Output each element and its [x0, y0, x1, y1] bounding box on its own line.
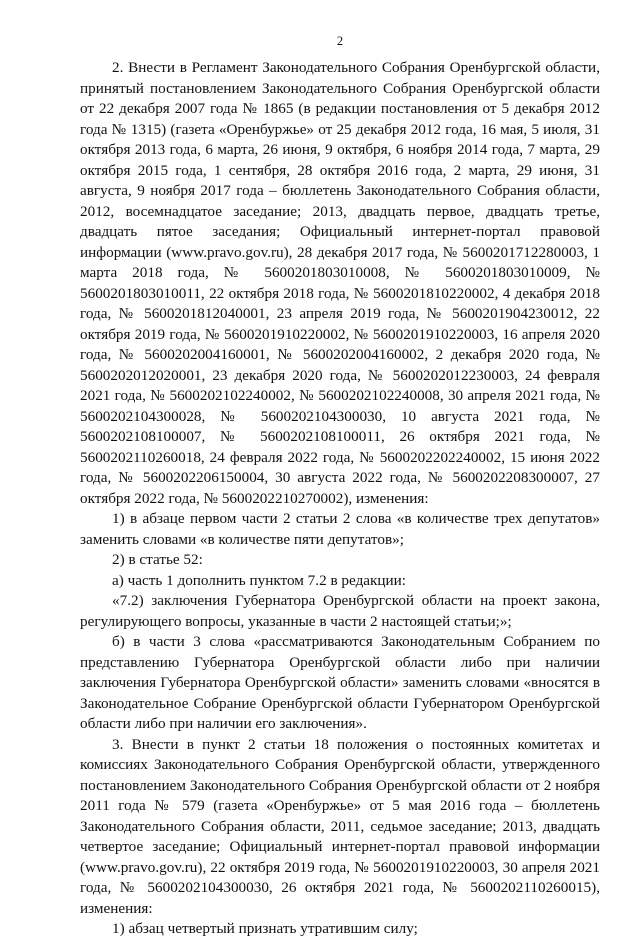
paragraph-subitem-2a: а) часть 1 дополнить пунктом 7.2 в редакции:	[112, 571, 407, 589]
paragraph-subitem-3-1: 1) абзац четвертый признать утратившим силу;	[112, 920, 418, 937]
paragraph-item-3-amend-committees: 3. Внести в пункт 2 статьи 18 положения о постоянных комитетах и комиссиях Законодательного Собрания Оренбургской области, утвержденного постановлением Законодательного Собрания Оренбургской области от 2 ноября 2011 года № 579 (газета «Оренбуржье» от 5 мая 2016 года – бюллетень Законодательного Собрания области, 2011, седьмое заседание; 2013, двадцать четвертое заседание; Официальный интернет-портал правовой информации (www.pravo.gov.ru), 22 октября 2019 года, № 5600201910220003, 30 апреля 2021 года, № 5600202104300030, 26 октября 2021 года, № 5600202110260015), изменения:	[80, 735, 600, 917]
page-number: 2	[336, 34, 344, 48]
paragraph-subitem-2: 2) в статье 52:	[112, 551, 203, 568]
paragraph-subitem-1: 1) в абзаце первом части 2 статьи 2 слова «в количестве трех депутатов» заменить словами «в количестве пяти депутатов»;	[80, 510, 600, 548]
paragraph-quote-7-2: «7.2) заключения Губернатора Оренбургской области на проект закона, регулирующего вопросы, указанные в части 2 настоящей статьи;»;	[80, 592, 600, 630]
document-body	[80, 58, 600, 940]
paragraph-item-2-amend-regulation: 2. Внести в Регламент Законодательного Собрания Оренбургской области, принятый постановлением Законодательного Собрания Оренбургской области от 22 декабря 2007 года № 1865 (в редакции постановления от 5 декабря 2012 года № 1315) (газета «Оренбуржье» от 25 декабря 2012 года, 16 мая, 5 июля, 31 октября 2013 года, 6 марта, 26 июня, 9 октября, 6 ноября 2014 года, 7 марта, 29 октября 2015 года, 1 сентября, 28 октября 2016 года, 2 марта, 29 июня, 31 августа, 9 ноября 2017 года – бюллетень Законодательного Собрания области, 2012, восемнадцатое заседание; 2013, двадцать первое, двадцать третье, двадцать пятое заседания; Официальный интернет-портал правовой информации (www.pravo.gov.ru), 28 декабря 2017 года, № 5600201712280003, 1 марта 2018 года, № 5600201803010008, № 5600201803010009, № 5600201803010011, 22 октября 2018 года, № 5600201810220002, 4 декабря 2018 года, № 5600201812040001, 23 апреля 2019 года, № 5600201904230012, 22 октября 2019 года, № 5600201910220002, № 5600201910220003, 16 апреля 2020 года, № 5600202004160001, № 5600202004160002, 2 декабря 2020 года, № 5600202012020001, 23 декабря 2020 года, № 5600202012230003, 24 февраля 2021 года, № 5600202102240002, № 5600202102240008, 30 апреля 2021 года, № 5600202104300028, № 5600202104300030, 10 августа 2021 года, № 5600202108100007, № 5600202108100011, 26 октября 2021 года, № 5600202110260018, 24 февраля 2022 года, № 5600202202240002, 15 июня 2022 года, № 5600202206150004, 30 августа 2022 года, № 5600202208300007, 27 октября 2022 года, № 5600202210270002), изменения:	[80, 59, 600, 507]
paragraph-subitem-2b: б) в части 3 слова «рассматриваются Законодательным Собранием по представлению Губернатора Оренбургской области либо при наличии заключения Губернатора Оренбургской области» заменить словами «вносятся в Законодательное Собрание Оренбургской области Губернатором Оренбургской области либо при наличии его заключения».	[80, 633, 600, 732]
